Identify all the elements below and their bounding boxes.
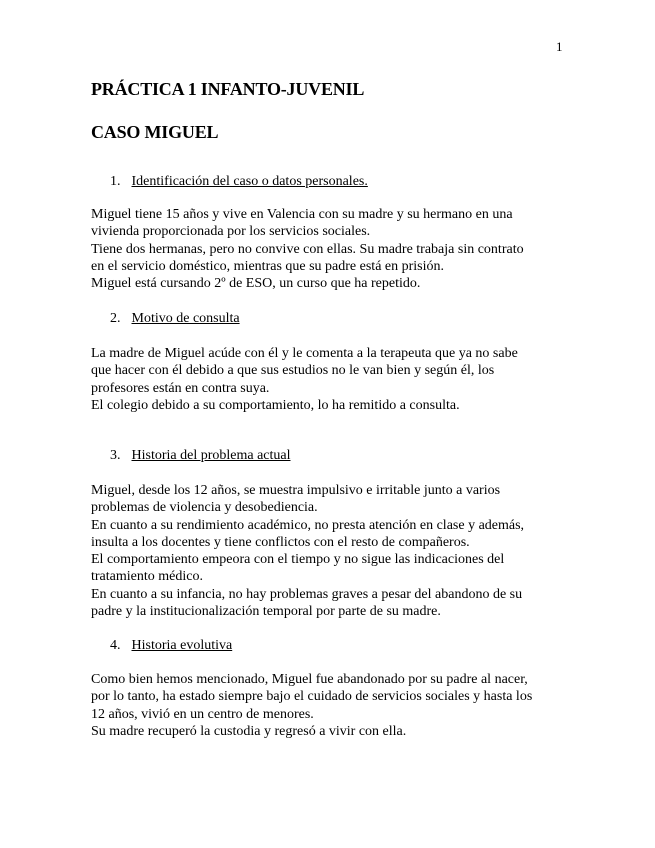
- paragraph-line: Miguel está cursando 2º de ESO, un curso que ha repetido.: [91, 276, 421, 292]
- section-paragraph-4: [91, 671, 571, 740]
- paragraph-line: padre y la institucionalización temporal por parte de su madre.: [91, 604, 441, 620]
- paragraph-line: insulta a los docentes y tiene conflictos con el resto de compañeros.: [91, 534, 470, 550]
- section-heading-2: [110, 311, 240, 327]
- paragraph-line: Su madre recuperó la custodia y regresó a vivir con ella.: [91, 723, 407, 739]
- paragraph-line: 12 años, vivió en un centro de menores.: [91, 706, 314, 722]
- paragraph-line: Miguel, desde los 12 años, se muestra impulsivo e irritable junto a varios: [91, 483, 501, 498]
- section-heading-label: Motivo de consulta: [131, 311, 240, 326]
- paragraph-line: que hacer con él debido a que sus estudios no le van bien y según él, los: [91, 363, 495, 379]
- section-paragraph-2: [91, 345, 571, 414]
- case-title: CASO MIGUEL: [91, 122, 219, 142]
- section-paragraph-1: [91, 206, 571, 292]
- paragraph-line: Miguel tiene 15 años y vive en Valencia con su madre y su hermano en una: [91, 207, 513, 222]
- section-number: 1.: [110, 174, 121, 189]
- page-number: 1: [556, 39, 563, 54]
- paragraph-line: Como bien hemos mencionado, Miguel fue abandonado por su padre al nacer,: [91, 672, 528, 687]
- section-heading-label: Historia del problema actual: [131, 448, 291, 463]
- paragraph-line: Tiene dos hermanas, pero no convive con ellas. Su madre trabaja sin contrato: [91, 241, 524, 257]
- paragraph-line: El colegio debido a su comportamiento, lo ha remitido a consulta.: [91, 397, 460, 413]
- section-heading-1: [110, 174, 368, 190]
- section-heading-3: [110, 448, 291, 464]
- section-paragraph-3: [91, 482, 571, 620]
- paragraph-line: tratamiento médico.: [91, 569, 203, 585]
- paragraph-line: El comportamiento empeora con el tiempo y no sigue las indicaciones del: [91, 552, 505, 568]
- paragraph-line: problemas de violencia y desobediencia.: [91, 500, 318, 516]
- paragraph-line: profesores están en contra suya.: [91, 380, 270, 396]
- section-heading-label: Historia evolutiva: [131, 638, 233, 653]
- section-heading-4: [110, 638, 232, 654]
- paragraph-line: En cuanto a su rendimiento académico, no presta atención en clase y además,: [91, 517, 525, 533]
- section-number: 3.: [110, 448, 121, 463]
- paragraph-line: vivienda proporcionada por los servicios sociales.: [91, 224, 371, 240]
- section-number: 2.: [110, 311, 121, 326]
- paragraph-line: La madre de Miguel acúde con él y le comenta a la terapeuta que ya no sabe: [91, 346, 518, 361]
- paragraph-line: en el servicio doméstico, mientras que su padre está en prisión.: [91, 258, 445, 274]
- paragraph-line: por lo tanto, ha estado siempre bajo el cuidado de servicios sociales y hasta los: [91, 689, 533, 705]
- section-number: 4.: [110, 638, 121, 653]
- document-title: PRÁCTICA 1 INFANTO-JUVENIL: [91, 79, 365, 99]
- section-heading-label: Identificación del caso o datos personales.: [131, 174, 368, 189]
- paragraph-line: En cuanto a su infancia, no hay problemas graves a pesar del abandono de su: [91, 586, 523, 602]
